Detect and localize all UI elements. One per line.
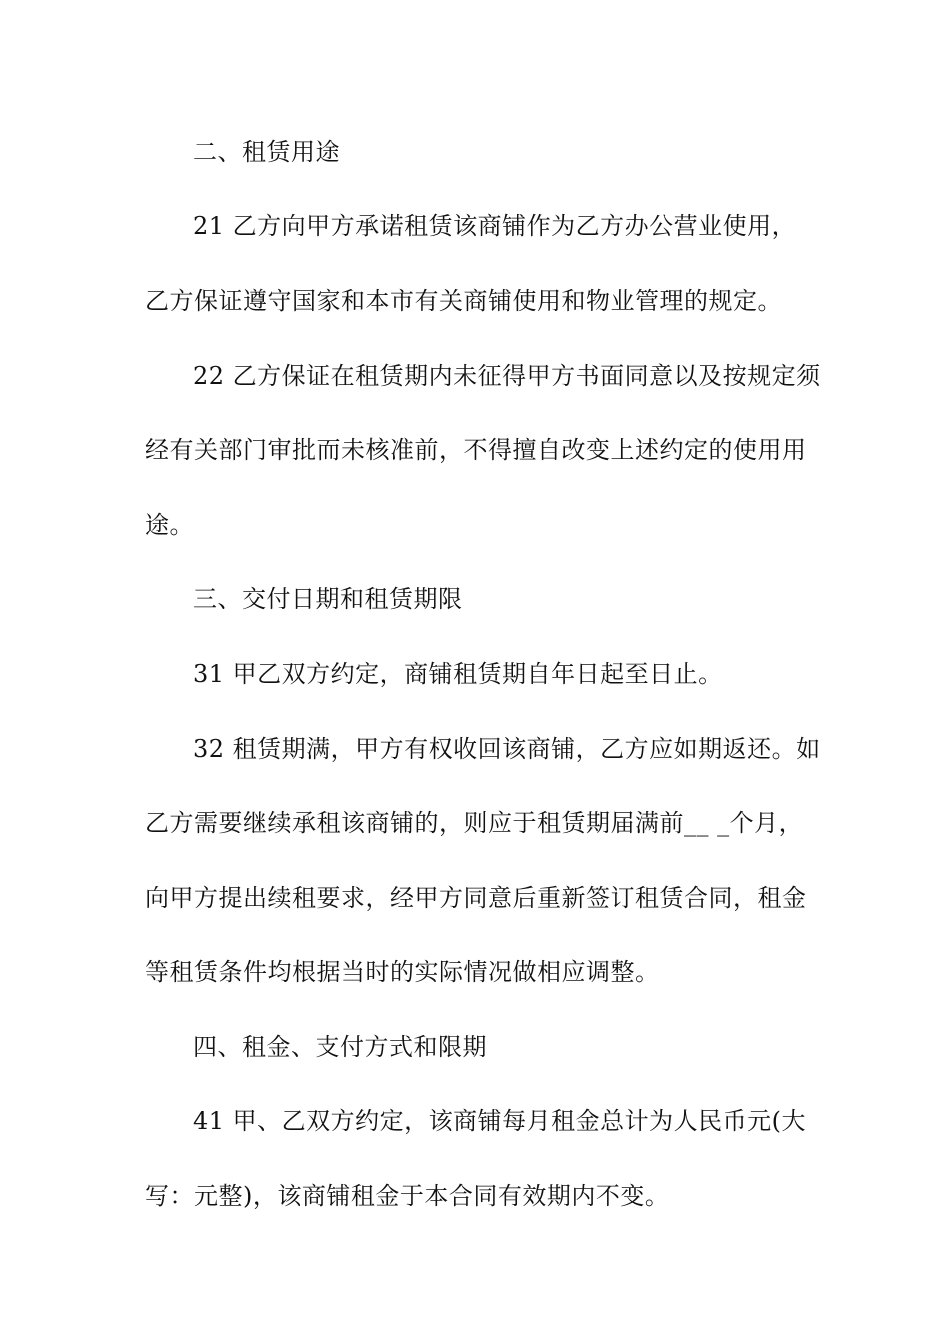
section-heading-delivery-term: 三、交付日期和租赁期限 [193, 585, 463, 613]
paragraph-line: 途。 [145, 511, 194, 539]
paragraph-line: 写：元整)，该商铺租金于本合同有效期内不变。 [145, 1182, 670, 1210]
section-heading-usage: 二、租赁用途 [193, 138, 340, 166]
paragraph-line: 31 甲乙双方约定，商铺租赁期自年日起至日止。 [193, 660, 723, 688]
paragraph-line: 向甲方提出续租要求，经甲方同意后重新签订租赁合同，租金 [145, 884, 807, 912]
paragraph-line: 41 甲、乙双方约定，该商铺每月租金总计为人民币元(大 [193, 1107, 807, 1135]
paragraph-line: 22 乙方保证在租赁期内未征得甲方书面同意以及按规定须 [193, 362, 821, 390]
paragraph-line: 经有关部门审批而未核准前，不得擅自改变上述约定的使用用 [145, 436, 807, 464]
paragraph-line: 32 租赁期满，甲方有权收回该商铺，乙方应如期返还。如 [193, 735, 821, 763]
paragraph-line: 乙方保证遵守国家和本市有关商铺使用和物业管理的规定。 [145, 287, 782, 315]
paragraph-line: 等租赁条件均根据当时的实际情况做相应调整。 [145, 958, 660, 986]
section-heading-rent-payment: 四、租金、支付方式和限期 [193, 1033, 487, 1061]
paragraph-line: 乙方需要继续承租该商铺的，则应于租赁期届满前__ _个月， [145, 809, 804, 837]
paragraph-line: 21 乙方向甲方承诺租赁该商铺作为乙方办公营业使用， [193, 212, 797, 240]
